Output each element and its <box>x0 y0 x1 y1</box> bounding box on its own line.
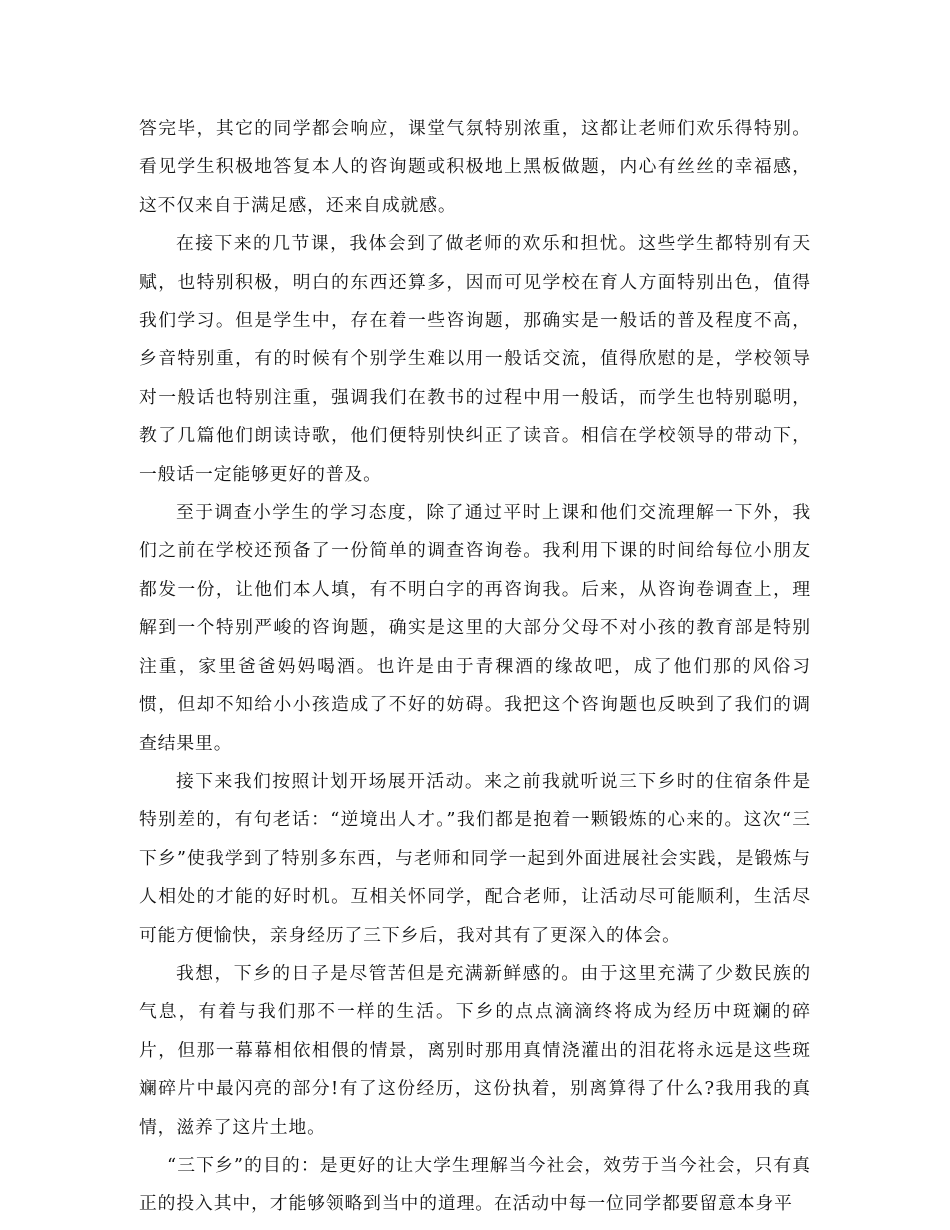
paragraph-3: 至于调查小学生的学习态度，除了通过平时上课和他们交流理解一下外，我们之前在学校还预备了一份简单的调查咨询卷。我利用下课的时间给每位小朋友都发一份，让他们本人填，有不明白字的再咨询我。后来，从咨询卷调查上，理解到一个特别严峻的咨询题，确实是这里的大部分父母不对小孩的教育部是特别注重，家里爸爸妈妈喝酒。也许是由于青稞酒的缘故吧，成了他们那的风俗习惯，但却不知给小小孩造成了不好的妨碍。我把这个咨询题也反映到了我们的调查结果里。 <box>139 502 811 754</box>
paragraph-5: 我想，下乡的日子是尽管苦但是充满新鲜感的。由于这里充满了少数民族的气息，有着与我们那不一样的生活。下乡的点点滴滴终将成为经历中斑斓的碎片，但那一幕幕相依相偎的情景，离别时那用真情浇灌出的泪花将永远是这些斑斓碎片中最闪亮的部分!有了这份经历，这份执着，别离算得了什么?我用我的真情，滋养了这片土地。 <box>139 962 811 1138</box>
paragraph-1: 答完毕，其它的同学都会响应，课堂气氛特别浓重，这都让老师们欢乐得特别。看见学生积极地答复本人的咨询题或积极地上黑板做题，内心有丝丝的幸福感，这不仅来自于满足感，还来自成就感。 <box>139 118 811 216</box>
paragraph-4: 接下来我们按照计划开场展开活动。来之前我就听说三下乡时的住宿条件是特别差的，有句老话：“逆境出人才。”我们都是抱着一颗锻炼的心来的。这次“三下乡”使我学到了特别多东西，与老师和同学一起到外面进展社会实践，是锻炼与人相处的才能的好时机。互相关怀同学，配合老师，让活动尽可能顺利，生活尽可能方便愉快，亲身经历了三下乡后，我对其有了更深入的体会。 <box>139 770 811 946</box>
paragraph-2: 在接下来的几节课，我体会到了做老师的欢乐和担忧。这些学生都特别有天赋，也特别积极，明白的东西还算多，因而可见学校在育人方面特别出色，值得我们学习。但是学生中，存在着一些咨询题，那确实是一般话的普及程度不高，乡音特别重，有的时候有个别学生难以用一般话交流，值得欣慰的是，学校领导对一般话也特别注重，强调我们在教书的过程中用一般话，而学生也特别聪明，教了几篇他们朗读诗歌，他们便特别快纠正了读音。相信在学校领导的带动下，一般话一定能够更好的普及。 <box>139 233 811 485</box>
paragraph-6: “三下乡”的目的：是更好的让大学生理解当今社会，效劳于当今社会，只有真正的投入其中，才能够领略到当中的道理。在活动中每一位同学都要留意本身平 <box>139 1154 811 1215</box>
document-body <box>139 110 811 1224</box>
